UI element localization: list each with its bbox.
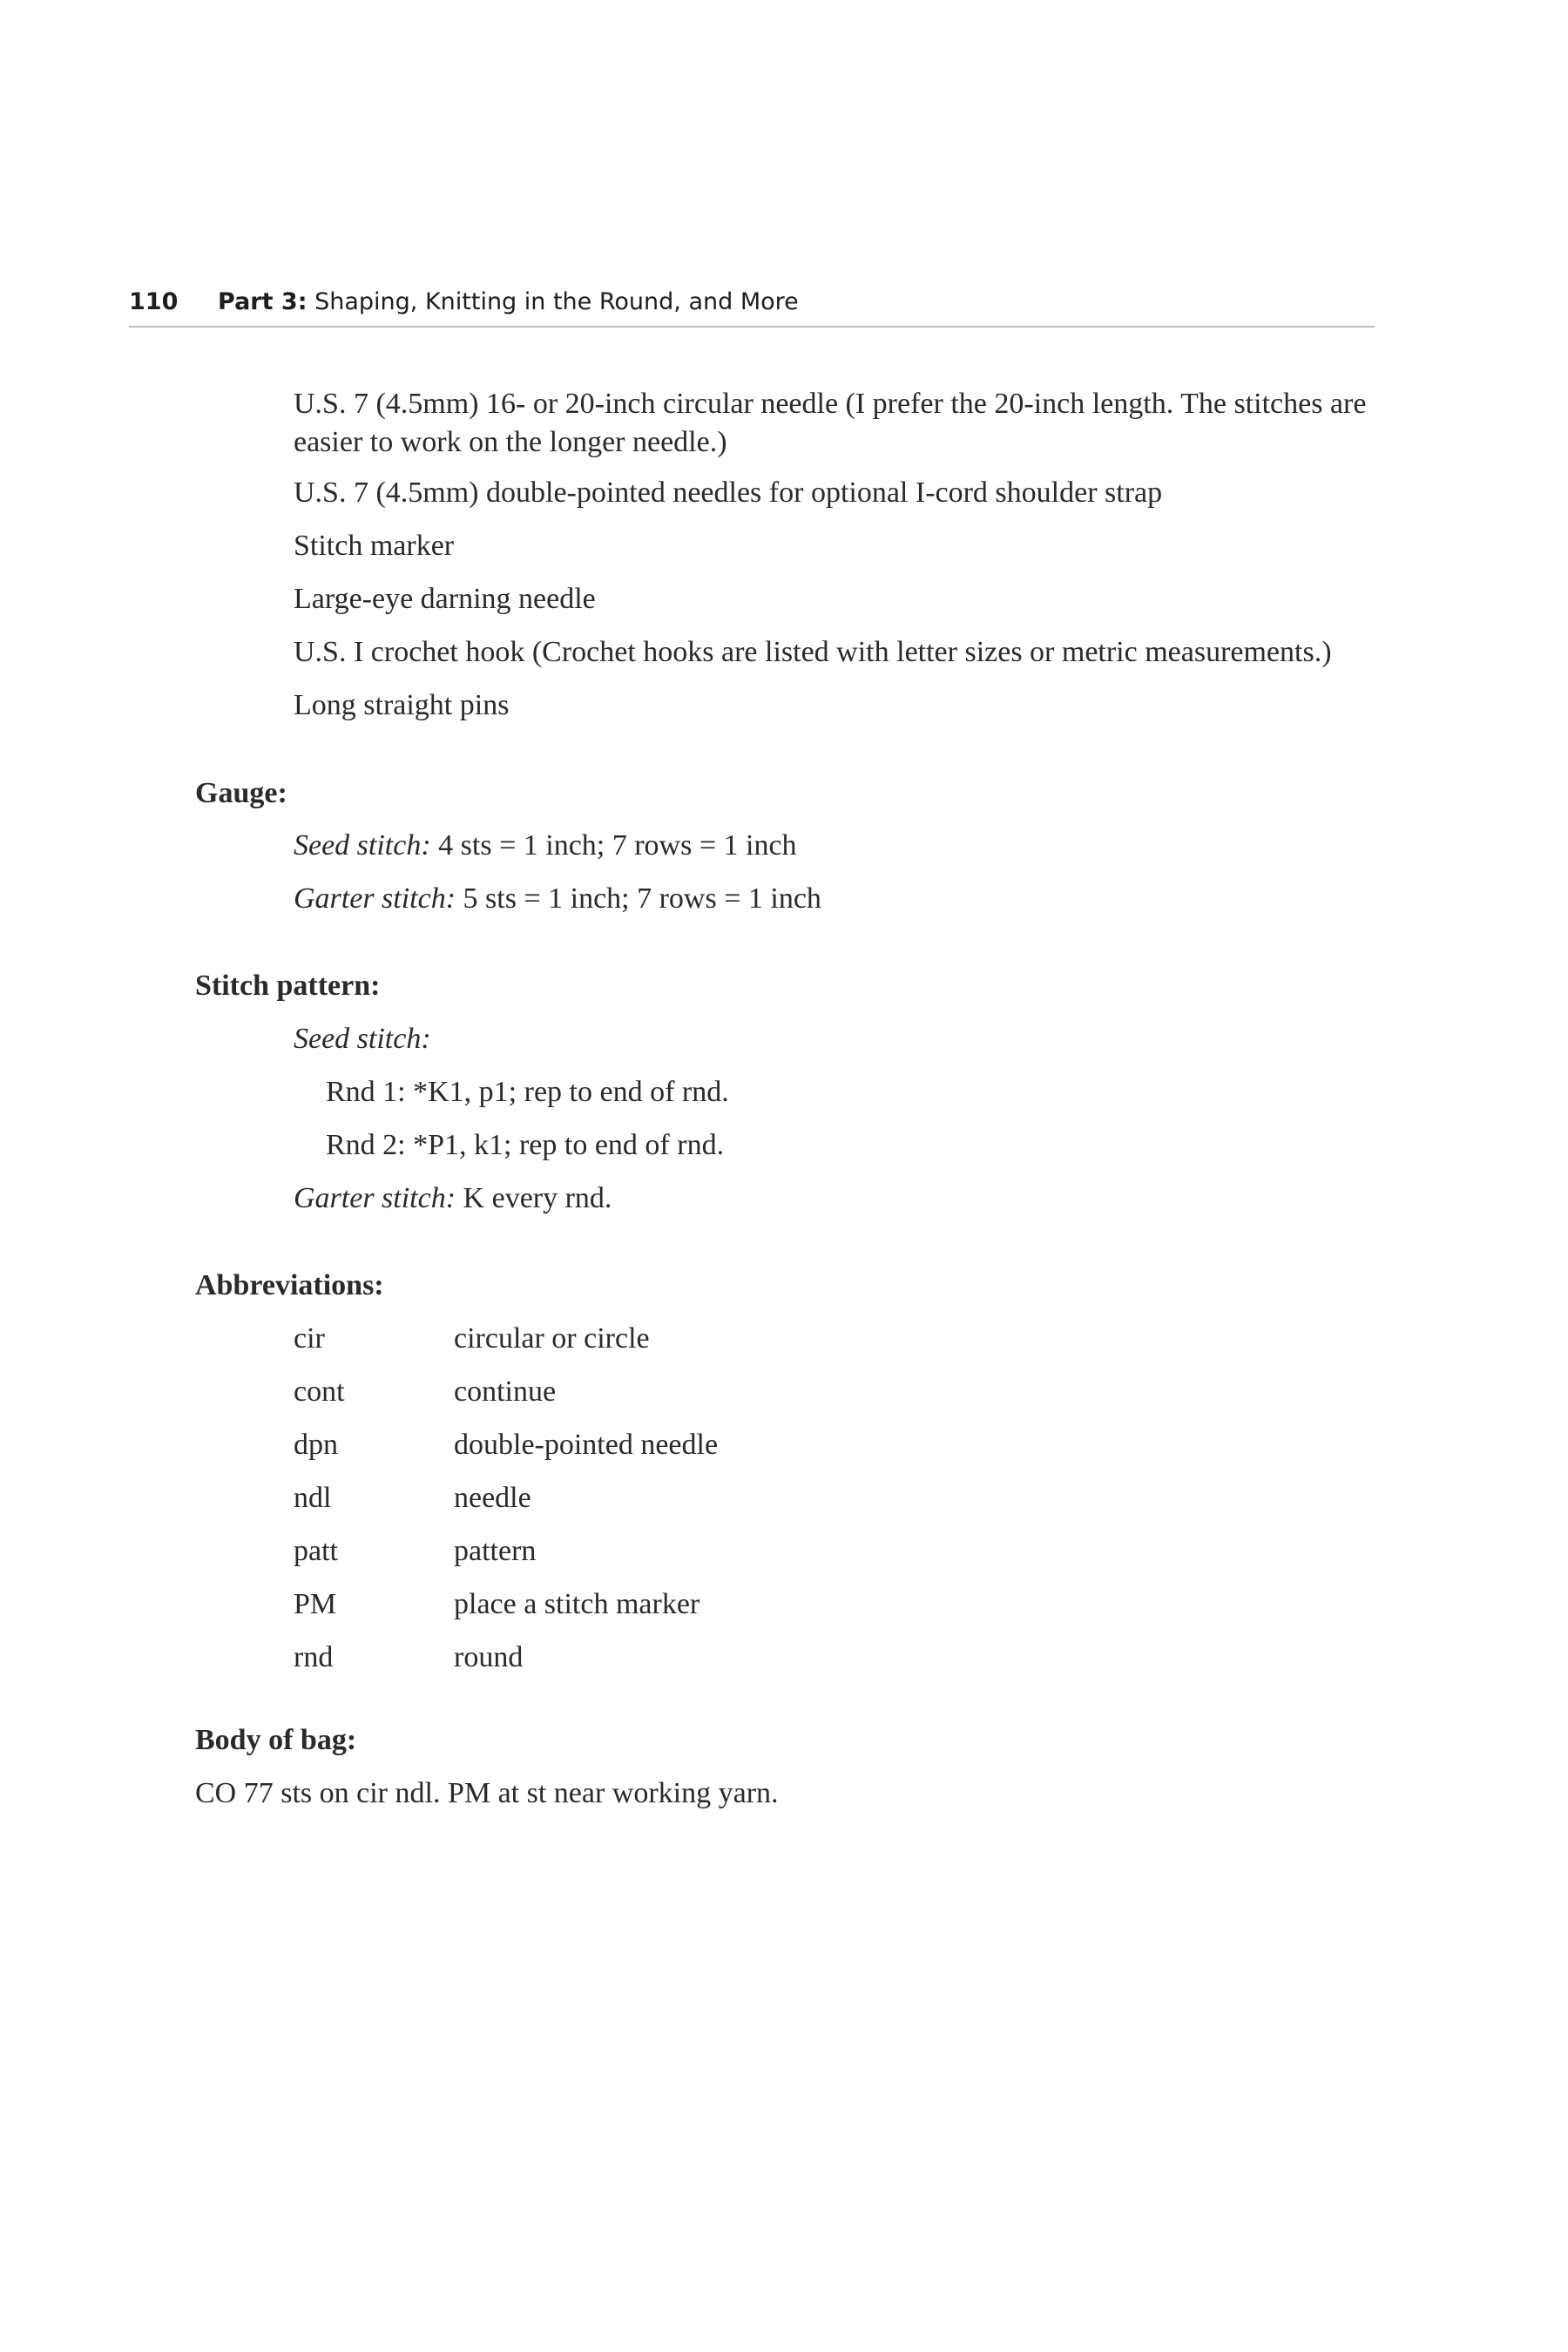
abbreviation-meaning: double-pointed needle [454,1429,719,1461]
part-label: Part 3: [218,288,308,315]
abbreviation-term: cir [294,1322,325,1355]
abbreviation-term: rnd [294,1641,334,1673]
body-of-bag-heading: Body of bag: [195,1724,357,1756]
part-title [218,288,799,315]
abbreviation-meaning: round [454,1641,524,1673]
abbreviation-meaning: continue [454,1375,557,1408]
running-header [129,287,1375,328]
abbreviation-term: dpn [294,1429,338,1461]
stitch-pattern-garter-line [294,1179,612,1218]
abbreviations-heading: Abbreviations: [195,1269,384,1301]
abbreviation-meaning: circular or circle [454,1322,650,1355]
abbreviation-term: cont [294,1375,345,1408]
gauge-seed-value: 4 sts = 1 inch; 7 rows = 1 inch [438,829,797,862]
materials-item: U.S. I crochet hook (Crochet hooks are listed with letter sizes or metric measurements.) [294,636,1332,668]
gauge-seed-line [294,827,797,865]
abbreviation-term: patt [294,1535,338,1567]
abbreviation-meaning: pattern [454,1535,537,1567]
stitch-pattern-rnd1: Rnd 1: *K1, p1; rep to end of rnd. [326,1076,729,1108]
materials-item: U.S. 7 (4.5mm) 16- or 20-inch circular needle (I prefer the 20-inch length. The stitches are easier to work on the longer needle.) [294,388,1367,458]
stitch-pattern-garter-label: Garter stitch: [294,1182,456,1214]
gauge-garter-label: Garter stitch: [294,882,456,915]
gauge-seed-label: Seed stitch: [294,829,431,862]
stitch-pattern-rnd2: Rnd 2: *P1, k1; rep to end of rnd. [326,1129,725,1161]
materials-item: Stitch marker [294,530,455,562]
materials-item: U.S. 7 (4.5mm) double-pointed needles for optional I-cord shoulder strap [294,476,1163,509]
abbreviation-term: PM [294,1588,337,1620]
part-title-text: Shaping, Knitting in the Round, and More [314,288,799,315]
stitch-pattern-heading: Stitch pattern: [195,970,381,1002]
page-number: 110 [129,288,179,315]
materials-item: Large-eye darning needle [294,583,596,615]
gauge-garter-value: 5 sts = 1 inch; 7 rows = 1 inch [463,882,821,915]
gauge-garter-line [294,880,821,918]
abbreviation-term: ndl [294,1482,332,1514]
materials-item: Long straight pins [294,689,510,721]
abbreviation-meaning: needle [454,1482,531,1514]
gauge-heading: Gauge: [195,777,287,809]
stitch-pattern-seed-label: Seed stitch: [294,1023,431,1055]
body-of-bag-text: CO 77 sts on cir ndl. PM at st near working yarn. [195,1777,779,1809]
stitch-pattern-garter-value: K every rnd. [463,1182,612,1214]
abbreviation-meaning: place a stitch marker [454,1588,700,1620]
